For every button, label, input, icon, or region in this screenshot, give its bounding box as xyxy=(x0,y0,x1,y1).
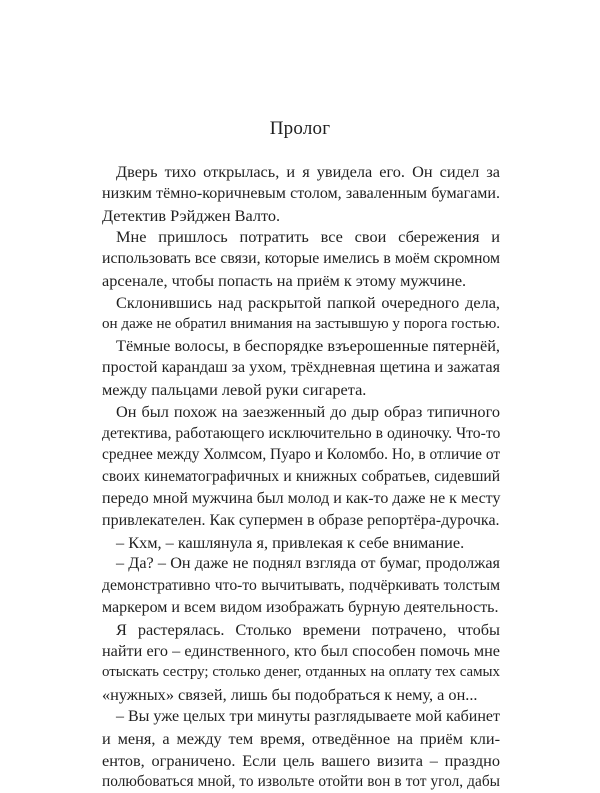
text-line: Тёмные волосы, в беспорядке взъерошенные пятернёй, xyxy=(116,336,500,356)
text-line: Я растерялась. Столько времени потрачено, чтобы xyxy=(116,619,500,639)
text-line: – Кхм, – кашлянула я, привлекая к себе внимание. xyxy=(116,532,465,552)
text-line: Он был похож на заезженный до дыр образ типичного xyxy=(116,401,500,421)
text-line: отыскать сестру; столько денег, отданных на оплату тех самых xyxy=(102,664,500,681)
text-line: Детектив Рэйджен Валто. xyxy=(102,205,281,225)
text-line: среднее между Холмсом, Пуаро и Коломбо. Но, в отличие от xyxy=(102,446,501,464)
body-text xyxy=(102,161,500,793)
text-line: простой карандаш за ухом, трёхдневная щетина и зажатая xyxy=(102,359,500,377)
text-line: между пальцами левой руки сигарета. xyxy=(102,379,367,399)
text-line: арсенале, чтобы попасть на приём к этому мужчине. xyxy=(102,270,467,290)
text-line: Мне пришлось потратить все свои сбережения и xyxy=(116,227,500,247)
text-line: полюбоваться мной, то извольте отойти вон в тот угол, дабы xyxy=(102,773,500,791)
text-line: своих кинематографичных и книжных собратьев, сидевший xyxy=(102,468,500,486)
text-line: передо мной мужчина был молод и как-то даже не к месту xyxy=(102,489,501,507)
text-line: – Да? – Он даже не поднял взгляда от бумаг, продолжая xyxy=(116,554,500,573)
text-line: маркером и всем видом изображать бурную деятельность. xyxy=(102,598,499,616)
text-line: демонстративно что-то вычитывать, подчёркивать толстым xyxy=(102,577,500,595)
text-line: детектива, работающего исключительно в одиночку. Что-то xyxy=(102,424,501,442)
text-line: найти его – единственного, кто был способен помочь мне xyxy=(102,641,500,660)
text-line: – Вы уже целых три минуты разглядываете мой кабинет xyxy=(116,707,501,725)
chapter-title: Пролог xyxy=(269,118,331,139)
text-line: Дверь тихо открылась, и я увидела его. Он сидел за xyxy=(116,162,500,181)
text-line: и меня, а между тем время, отведённое на приём кли- xyxy=(102,728,500,748)
text-line: он даже не обратил внимания на застывшую у порога гостью. xyxy=(102,315,501,332)
text-line: Склонившись над раскрытой папкой очередного дела, xyxy=(116,292,500,312)
text-line: привлекателен. Как супермен в образе репортёра-дурочка. xyxy=(102,511,500,529)
text-line: ентов, ограничено. Если цель вашего визита – праздно xyxy=(102,750,500,770)
text-line: низким тёмно-коричневым столом, заваленным бумагами. xyxy=(102,184,500,202)
text-line: использовать все связи, которые имелись в моём скромном xyxy=(102,250,500,268)
text-line: «нужных» связей, лишь бы подобраться к нему, а он... xyxy=(102,685,478,705)
